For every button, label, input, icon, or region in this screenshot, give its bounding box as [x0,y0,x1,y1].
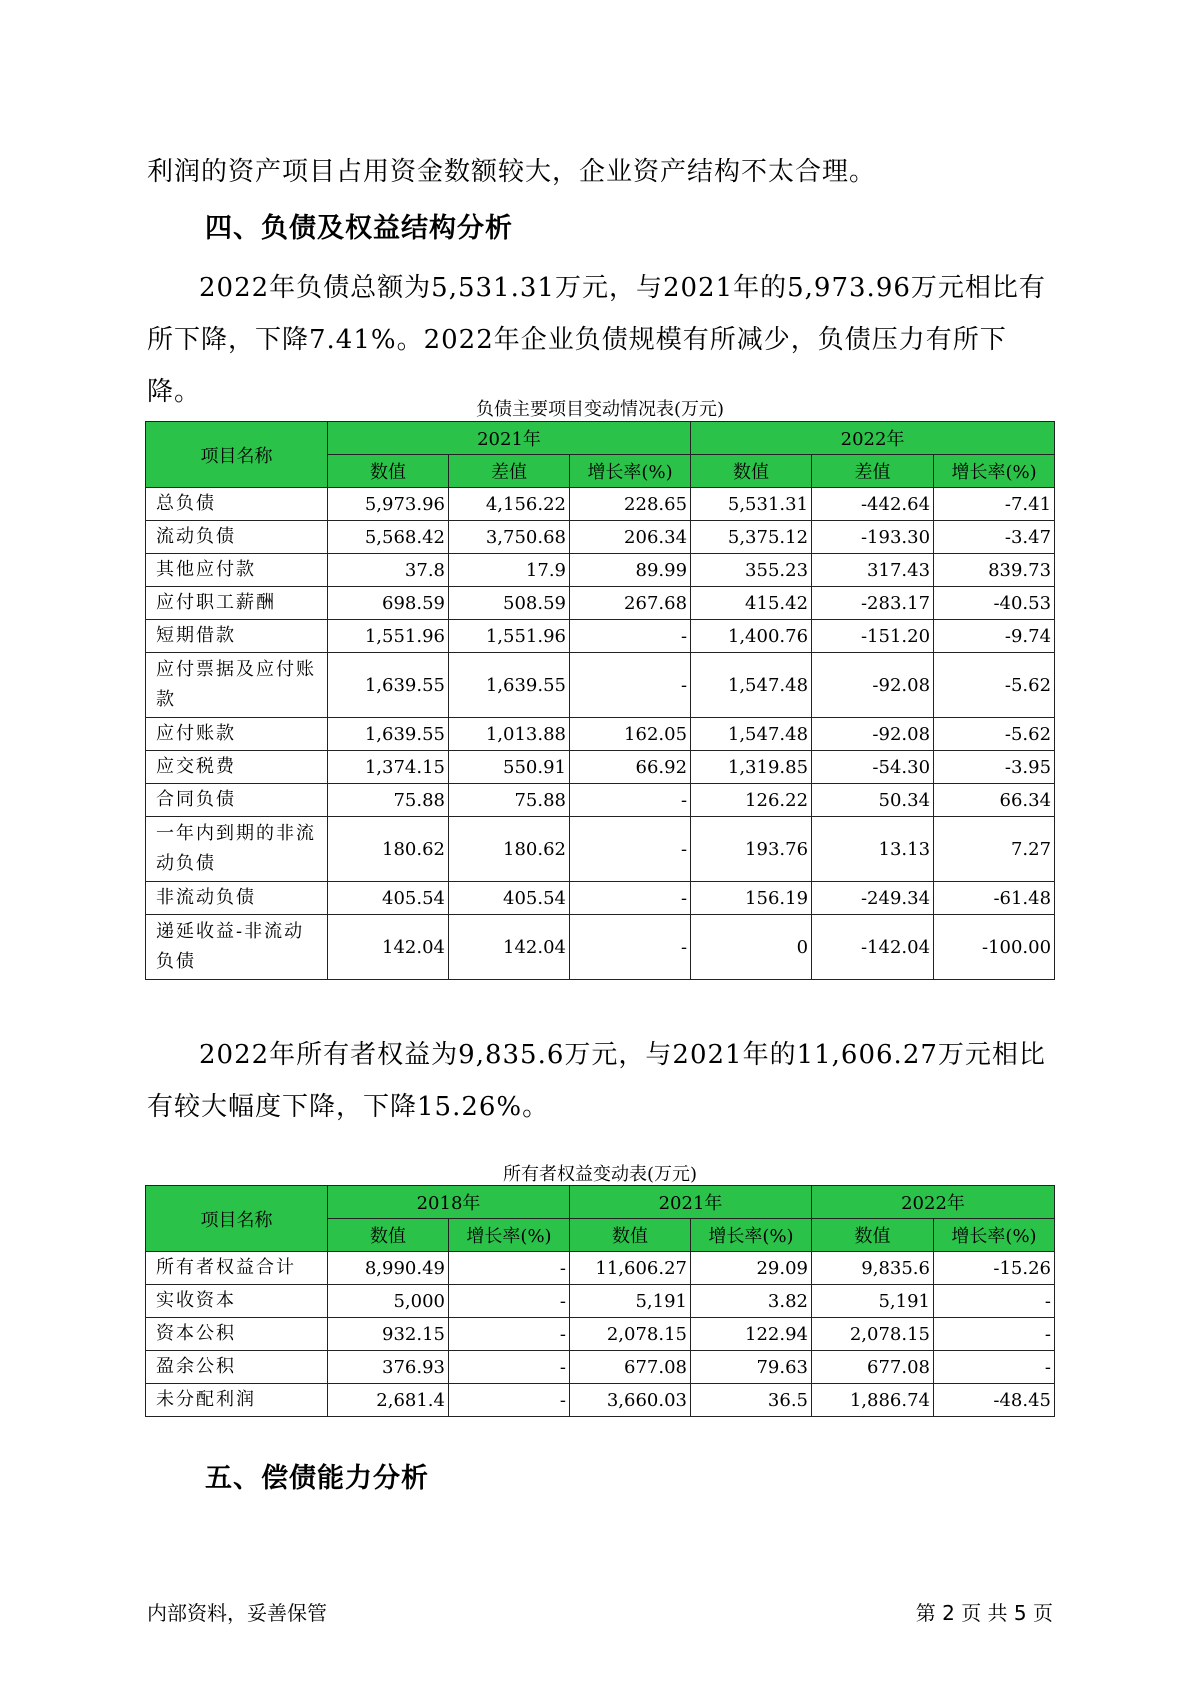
row-label: 所有者权益合计 [146,1252,328,1285]
header-value: 数值 [812,1219,934,1252]
header-value: 数值 [328,455,449,488]
table-row [146,882,1055,915]
cell-r1: - [449,1384,570,1417]
table1-caption: 负债主要项目变动情况表(万元) [475,399,725,420]
row-label: 流动负债 [146,521,328,554]
cell-v2: 156.19 [691,882,812,915]
cell-r2: -40.53 [934,587,1055,620]
cell-v1: 405.54 [328,882,449,915]
cell-d1: 550.91 [449,751,570,784]
header-rate: 增长率(%) [449,1219,570,1252]
cell-r1: 89.99 [570,554,691,587]
cell-r3: -48.45 [934,1384,1055,1417]
section5-heading: 五、偿债能力分析 [205,1463,429,1494]
cell-v2: 1,547.48 [691,653,812,718]
header-diff: 差值 [812,455,934,488]
cell-r3: - [934,1285,1055,1318]
table-row [146,751,1055,784]
header-year-2021: 2021年 [570,1186,812,1219]
cell-r2: 122.94 [691,1318,812,1351]
cell-v2: 5,375.12 [691,521,812,554]
cell-d1: 405.54 [449,882,570,915]
row-label: 实收资本 [146,1285,328,1318]
row-label: 其他应付款 [146,554,328,587]
cell-r1: - [570,817,691,882]
cell-r1: 162.05 [570,718,691,751]
row-label: 应付职工薪酬 [146,587,328,620]
table-row [146,1285,1055,1318]
table2-caption: 所有者权益变动表(万元) [502,1164,698,1185]
cell-d2: -442.64 [812,488,934,521]
cell-v3: 677.08 [812,1351,934,1384]
cell-r1: - [570,915,691,980]
intro-text: 利润的资产项目占用资金数额较大，企业资产结构不太合理。 [147,157,877,187]
cell-v2: 193.76 [691,817,812,882]
table-row [146,1351,1055,1384]
cell-d1: 3,750.68 [449,521,570,554]
table-row [146,488,1055,521]
cell-d2: -151.20 [812,620,934,653]
cell-v2: 3,660.03 [570,1384,691,1417]
row-label: 递延收益-非流动负债 [146,915,328,980]
row-label: 非流动负债 [146,882,328,915]
header-year-2022: 2022年 [812,1186,1055,1219]
row-label: 未分配利润 [146,1384,328,1417]
cell-r1: - [570,653,691,718]
cell-r2: -5.62 [934,718,1055,751]
cell-d1: 75.88 [449,784,570,817]
cell-v2: 1,319.85 [691,751,812,784]
row-label: 短期借款 [146,620,328,653]
cell-r1: - [570,784,691,817]
footer-confidential: 内部资料，妥善保管 [147,1601,327,1625]
cell-v1: 8,990.49 [328,1252,449,1285]
table-row [146,915,1055,980]
cell-d2: -193.30 [812,521,934,554]
cell-r1: 66.92 [570,751,691,784]
cell-d2: -92.08 [812,718,934,751]
row-label: 应交税费 [146,751,328,784]
footer-page-number: 第 2 页 共 5 页 [915,1601,1053,1625]
cell-d2: 13.13 [812,817,934,882]
cell-r2: -5.62 [934,653,1055,718]
cell-d2: 50.34 [812,784,934,817]
cell-v1: 698.59 [328,587,449,620]
cell-d1: 4,156.22 [449,488,570,521]
section4-heading: 四、负债及权益结构分析 [205,213,513,244]
cell-r2: 29.09 [691,1252,812,1285]
cell-d2: -54.30 [812,751,934,784]
cell-d1: 180.62 [449,817,570,882]
row-label: 一年内到期的非流动负债 [146,817,328,882]
table-row [146,521,1055,554]
cell-r2: 79.63 [691,1351,812,1384]
cell-d1: 1,551.96 [449,620,570,653]
cell-v1: 5,000 [328,1285,449,1318]
cell-v1: 1,639.55 [328,653,449,718]
header-rate: 增长率(%) [934,455,1055,488]
cell-v1: 5,973.96 [328,488,449,521]
cell-v1: 932.15 [328,1318,449,1351]
table-row [146,1384,1055,1417]
cell-v1: 142.04 [328,915,449,980]
cell-v2: 677.08 [570,1351,691,1384]
table-row [146,1252,1055,1285]
cell-v3: 1,886.74 [812,1384,934,1417]
row-label: 总负债 [146,488,328,521]
cell-r1: 267.68 [570,587,691,620]
table-row [146,718,1055,751]
cell-v1: 1,639.55 [328,718,449,751]
cell-r2: -9.74 [934,620,1055,653]
equity-table [145,1185,1055,1417]
table-row [146,653,1055,718]
cell-r2: -3.95 [934,751,1055,784]
cell-v2: 415.42 [691,587,812,620]
header-value: 数值 [570,1219,691,1252]
row-label: 应付账款 [146,718,328,751]
cell-v1: 37.8 [328,554,449,587]
cell-r2: 66.34 [934,784,1055,817]
row-label: 资本公积 [146,1318,328,1351]
cell-v1: 1,374.15 [328,751,449,784]
cell-v1: 5,568.42 [328,521,449,554]
cell-r2: -3.47 [934,521,1055,554]
cell-r1: 228.65 [570,488,691,521]
header-year-2018: 2018年 [328,1186,570,1219]
cell-v3: 2,078.15 [812,1318,934,1351]
cell-r3: - [934,1318,1055,1351]
cell-r1: - [449,1252,570,1285]
cell-r1: - [449,1318,570,1351]
cell-d1: 1,639.55 [449,653,570,718]
cell-d2: -92.08 [812,653,934,718]
cell-r2: -7.41 [934,488,1055,521]
cell-v1: 376.93 [328,1351,449,1384]
cell-v1: 2,681.4 [328,1384,449,1417]
table-row [146,554,1055,587]
header-item-name: 项目名称 [146,1186,328,1252]
cell-r2: 3.82 [691,1285,812,1318]
cell-r2: 7.27 [934,817,1055,882]
cell-v3: 5,191 [812,1285,934,1318]
cell-v1: 180.62 [328,817,449,882]
table-row [146,620,1055,653]
header-diff: 差值 [449,455,570,488]
cell-r1: - [449,1285,570,1318]
table-row [146,1318,1055,1351]
row-label: 应付票据及应付账款 [146,653,328,718]
cell-d1: 142.04 [449,915,570,980]
cell-r1: - [570,882,691,915]
cell-d2: -142.04 [812,915,934,980]
cell-r2: -100.00 [934,915,1055,980]
header-rate: 增长率(%) [570,455,691,488]
cell-v3: 9,835.6 [812,1252,934,1285]
row-label: 盈余公积 [146,1351,328,1384]
table-row [146,784,1055,817]
cell-r1: 206.34 [570,521,691,554]
header-item-name: 项目名称 [146,422,328,488]
cell-v2: 2,078.15 [570,1318,691,1351]
cell-d1: 508.59 [449,587,570,620]
cell-d2: -283.17 [812,587,934,620]
cell-d2: 317.43 [812,554,934,587]
cell-r2: 839.73 [934,554,1055,587]
header-year-2021: 2021年 [328,422,691,455]
liability-paragraph: 2022年负债总额为5,531.31万元，与2021年的5,973.96万元相比有所下降，下降7.41%。2022年企业负债规模有所减少，负债压力有所下降。 [147,273,1046,407]
header-rate: 增长率(%) [691,1219,812,1252]
cell-r2: -61.48 [934,882,1055,915]
header-year-2022: 2022年 [691,422,1055,455]
cell-v2: 126.22 [691,784,812,817]
cell-d1: 17.9 [449,554,570,587]
header-value: 数值 [691,455,812,488]
header-value: 数值 [328,1219,449,1252]
cell-v2: 5,531.31 [691,488,812,521]
cell-v2: 5,191 [570,1285,691,1318]
liability-table [145,421,1055,980]
table-row [146,817,1055,882]
row-label: 合同负债 [146,784,328,817]
cell-v2: 11,606.27 [570,1252,691,1285]
cell-r3: - [934,1351,1055,1384]
cell-r2: 36.5 [691,1384,812,1417]
cell-r1: - [449,1351,570,1384]
cell-v2: 0 [691,915,812,980]
equity-paragraph: 2022年所有者权益为9,835.6万元，与2021年的11,606.27万元相比有较大幅度下降，下降15.26%。 [147,1040,1046,1122]
cell-d2: -249.34 [812,882,934,915]
cell-v2: 1,400.76 [691,620,812,653]
cell-v1: 75.88 [328,784,449,817]
cell-v1: 1,551.96 [328,620,449,653]
table-row [146,587,1055,620]
cell-r3: -15.26 [934,1252,1055,1285]
cell-v2: 355.23 [691,554,812,587]
cell-v2: 1,547.48 [691,718,812,751]
header-rate: 增长率(%) [934,1219,1055,1252]
cell-r1: - [570,620,691,653]
cell-d1: 1,013.88 [449,718,570,751]
